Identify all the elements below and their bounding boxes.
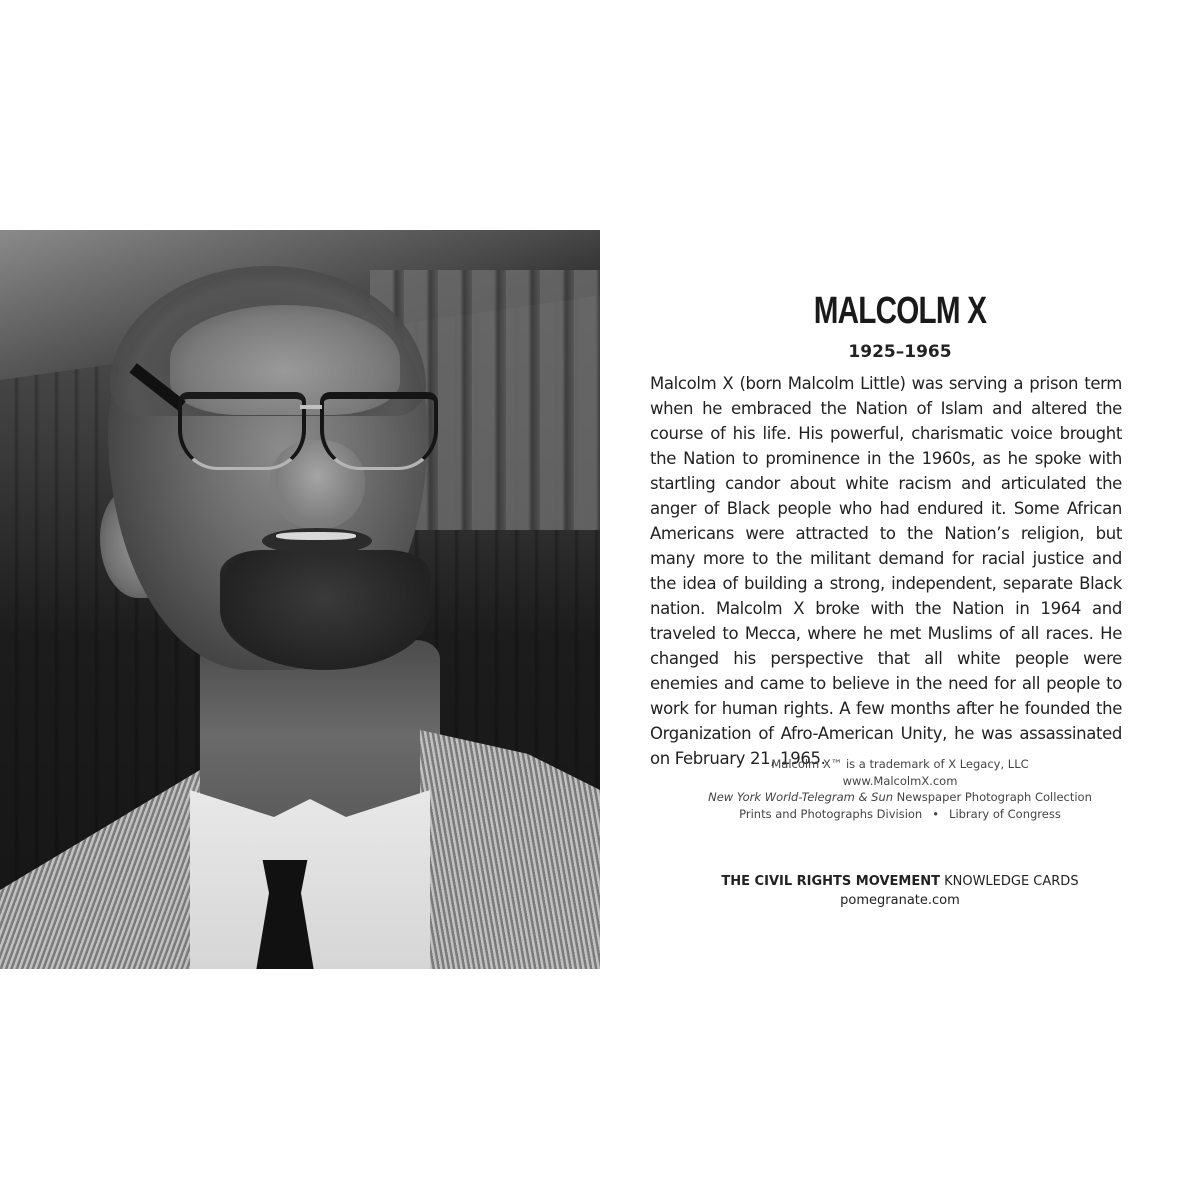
photo-jacket-left [0,770,200,969]
collection-name: New York World-Telegram & Sun [708,790,894,804]
division-line [600,806,1200,823]
website-line: www.MalcolmX.com [842,773,958,788]
library-name: Library of Congress [949,806,1061,821]
card-title: MALCOLM X [813,290,987,332]
photo-credits [600,756,1200,822]
series-title [600,872,1200,891]
collection-line [600,789,1200,806]
photo-beard [220,550,430,670]
publisher-url: pomegranate.com [840,893,960,908]
glasses-right-lens [320,392,438,470]
division-name: Prints and Photographs Division [739,806,923,821]
series-title-rest: KNOWLEDGE CARDS [939,874,1079,889]
glasses-left-lens [178,392,306,470]
portrait-photo [0,230,600,969]
photo-teeth [276,532,356,540]
photo-jacket-right [420,730,600,969]
bullet-separator: • [932,806,940,821]
life-dates: 1925–1965 [848,342,952,362]
trademark-line: Malcolm X™ is a trademark of X Legacy, LLC [771,757,1029,771]
glasses-bridge [300,405,322,409]
collection-suffix: Newspaper Photograph Collection [893,790,1092,804]
series-title-bold: THE CIVIL RIGHTS MOVEMENT [721,874,940,889]
biography-text: Malcolm X (born Malcolm Little) was serving a prison term when he embraced the Nation of Islam and altered the course of his life. His powerful, charismatic voice brought the Nation to prominence in the 1960s, as he spoke with startling candor about white racism and articulated the anger of Black people who had endured it. Some African Americans were attracted to the Nation’s religion, but many more to the militant demand for racial justice and the idea of building a strong, independent, separate Black nation. Malcolm X broke with the Nation in 1964 and traveled to Mecca, where he met Muslims of all races. He changed his perspective that all white people were enemies and came to believe in the need for all people to work for human rights. A few months after he founded the Organization of Afro-American Unity, he was assassinated on February 21, 1965. [650,374,1122,768]
knowledge-card [0,230,1200,970]
series-footer [600,872,1200,910]
photo-shirt [190,790,430,969]
text-panel [600,230,1200,970]
